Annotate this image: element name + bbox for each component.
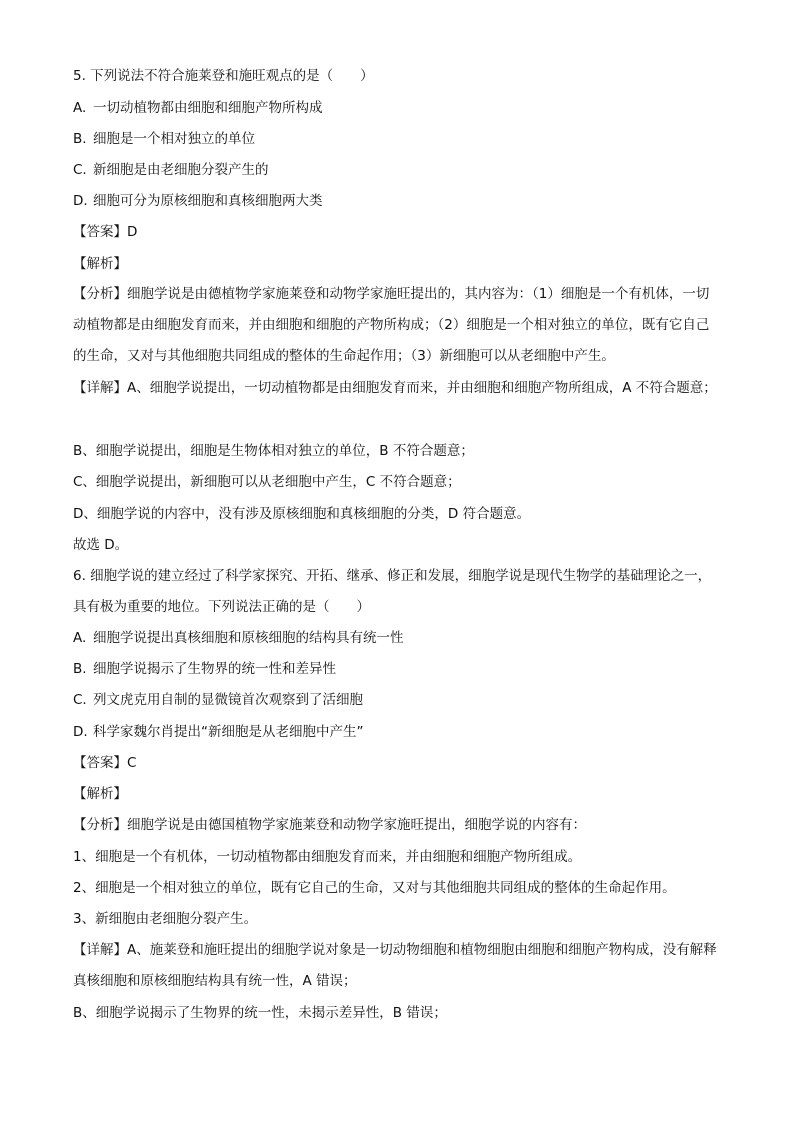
q5-option-a	[73, 98, 323, 118]
q6-option-a	[73, 628, 404, 648]
option-letter: B.	[73, 131, 87, 147]
option-text: 细胞学说提出真核细胞和原核细胞的结构具有统一性	[93, 630, 404, 646]
option-text: 科学家魏尔肖提出“新细胞是从老细胞中产生”	[93, 724, 364, 740]
option-letter: D.	[73, 193, 88, 209]
q6-point-3: 3、新细胞由老细胞分裂产生。	[73, 911, 258, 927]
q6-xiangjie-paragraph: 【详解】A、施莱登和施旺提出的细胞学说对象是一切动物细胞和植物细胞由细胞和细胞产物构成，没有解释真核细胞和原核细胞结构具有统一性，A 错误；	[73, 942, 717, 989]
q6-point-2: 2、细胞是一个相对独立的单位，既有它自己的生命，又对与其他细胞共同组成的整体的生命起作用。	[73, 880, 676, 896]
q5-xiangjie-paragraph: 【详解】A、细胞学说提出，一切动植物都是由细胞发育而来，并由细胞和细胞产物所组成，A 不符合题意；	[73, 380, 717, 396]
option-letter: D.	[73, 724, 88, 740]
q6-explain-b: B、细胞学说揭示了生物界的统一性，未揭示差异性，B 错误；	[73, 1005, 447, 1021]
option-text: 细胞学说揭示了生物界的统一性和差异性	[93, 661, 336, 677]
option-letter: C.	[73, 692, 87, 708]
q5-explain-b: B、细胞学说提出，细胞是生物体相对独立的单位，B 不符合题意；	[73, 443, 474, 459]
q5-fenxi-paragraph: 【分析】细胞学说是由德植物学家施莱登和动物学家施旺提出的，其内容为：（1）细胞是一个有机体，一切动植物都是由细胞发育而来，并由细胞和细胞的产物所构成；（2）细胞是一个相对独立的单位，既有它自己的生命，又对与其他细胞共同组成的整体的生命起作用；（3）新细胞可以从老细胞中产生。	[73, 286, 710, 364]
q5-explain-c: C、细胞学说提出，新细胞可以从老细胞中产生，C 不符合题意；	[73, 474, 461, 490]
option-text: 细胞可分为原核细胞和真核细胞两大类	[93, 193, 323, 209]
q6-analysis-heading: 【解析】	[73, 786, 127, 802]
q6-option-b	[73, 659, 336, 679]
q5-answer: 【答案】D	[73, 224, 138, 240]
q6-answer: 【答案】C	[73, 755, 137, 771]
q5-stem: 5. 下列说法不符合施莱登和施旺观点的是（ ）	[73, 68, 374, 84]
q5-conclusion: 故选 D。	[73, 537, 129, 553]
q5-analysis-heading: 【解析】	[73, 256, 127, 272]
option-text: 新细胞是由老细胞分裂产生的	[93, 162, 269, 178]
q6-point-1: 1、细胞是一个有机体，一切动植物都由细胞发育而来，并由细胞和细胞产物所组成。	[73, 849, 582, 865]
q6-option-c	[73, 690, 363, 710]
option-letter: B.	[73, 661, 87, 677]
option-text: 列文虎克用自制的显微镜首次观察到了活细胞	[93, 692, 363, 708]
option-letter: C.	[73, 162, 87, 178]
option-letter: A.	[73, 630, 87, 646]
q5-option-c	[73, 160, 269, 180]
option-text: 一切动植物都由细胞和细胞产物所构成	[93, 100, 323, 116]
q5-option-b	[73, 129, 255, 149]
q5-option-d	[73, 191, 323, 211]
q6-stem: 6. 细胞学说的建立经过了科学家探究、开拓、继承、修正和发展，细胞学说是现代生物学的基础理论之一，具有极为重要的地位。下列说法正确的是（ ）	[73, 568, 712, 615]
option-text: 细胞是一个相对独立的单位	[93, 131, 255, 147]
q6-fenxi: 【分析】细胞学说是由德国植物学家施莱登和动物学家施旺提出，细胞学说的内容有：	[73, 817, 586, 833]
q5-explain-d: D、细胞学说的内容中，没有涉及原核细胞和真核细胞的分类，D 符合题意。	[73, 506, 531, 522]
q6-option-d	[73, 722, 364, 742]
option-letter: A.	[73, 100, 87, 116]
